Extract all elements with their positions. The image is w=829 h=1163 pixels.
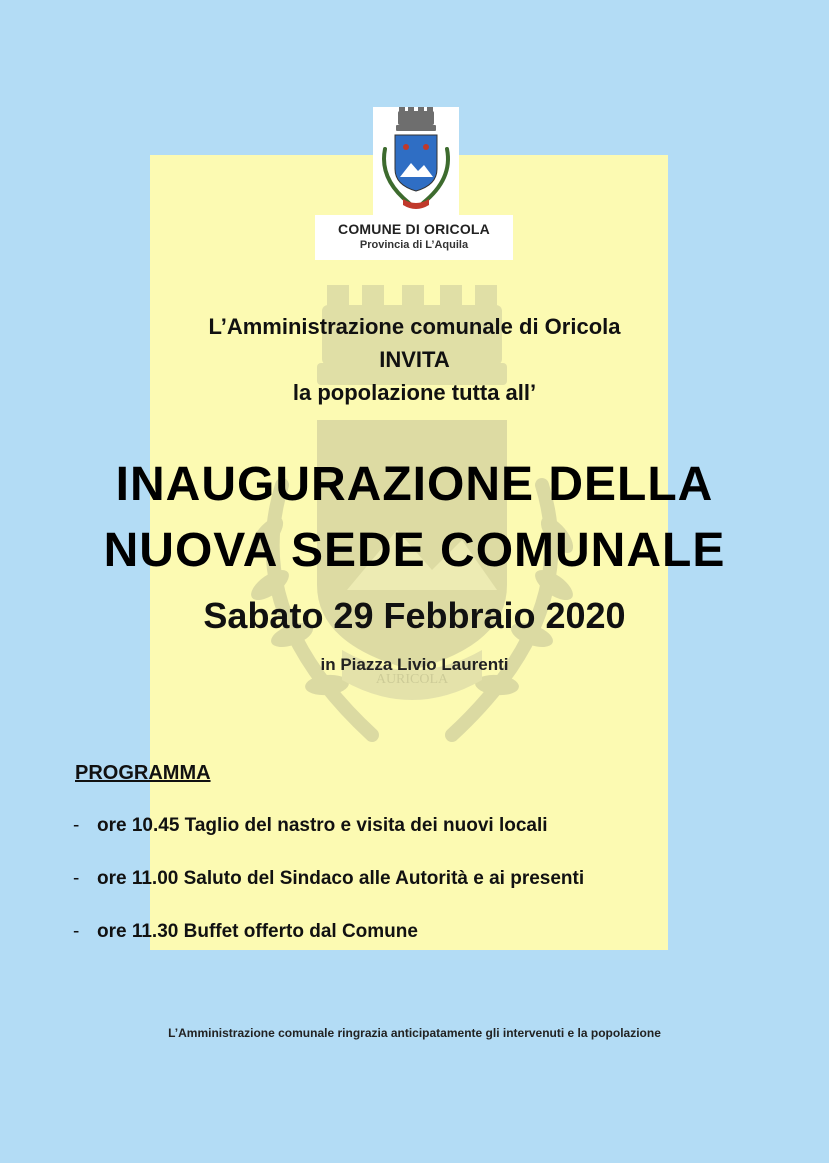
comune-name: COMUNE DI ORICOLA xyxy=(338,221,490,237)
event-place: in Piazza Livio Laurenti xyxy=(320,655,509,674)
event-title-line-1: INAUGURAZIONE DELLA xyxy=(115,458,714,511)
event-date: Sabato 29 Febbraio 2020 xyxy=(203,595,626,636)
footer-note: L’Amministrazione comunale ringrazia anticipatamente gli intervenuti e la popolazione xyxy=(168,1026,661,1040)
programma-heading: PROGRAMMA xyxy=(75,762,211,784)
programma-item-text: ore 10.45 Taglio del nastro e visita dei nuovi locali xyxy=(97,815,548,836)
intro-line-2: INVITA xyxy=(379,347,450,372)
list-dash: - xyxy=(73,921,80,942)
provincia-name: Provincia di L’Aquila xyxy=(359,239,469,251)
programma-item-text: ore 11.00 Saluto del Sindaco alle Autorità e ai presenti xyxy=(97,868,585,889)
programma-item xyxy=(73,868,584,921)
list-dash: - xyxy=(73,868,80,889)
comune-name-box xyxy=(315,215,513,260)
event-title-line-2: NUOVA SEDE COMUNALE xyxy=(103,524,726,577)
programma-list xyxy=(73,815,584,974)
event-title xyxy=(0,452,829,584)
programma-item xyxy=(73,921,584,974)
intro-line-1: L’Amministrazione comunale di Oricola xyxy=(208,314,621,339)
intro-line-3: la popolazione tutta all’ xyxy=(292,380,537,405)
coat-of-arms-icon xyxy=(373,107,459,217)
comune-logo xyxy=(373,107,459,217)
intro-text xyxy=(0,310,829,409)
list-dash: - xyxy=(73,815,80,836)
emblem-motto: AURICOLA xyxy=(375,672,449,687)
programma-item-text: ore 11.30 Buffet offerto dal Comune xyxy=(97,921,418,942)
programma-item xyxy=(73,815,584,868)
